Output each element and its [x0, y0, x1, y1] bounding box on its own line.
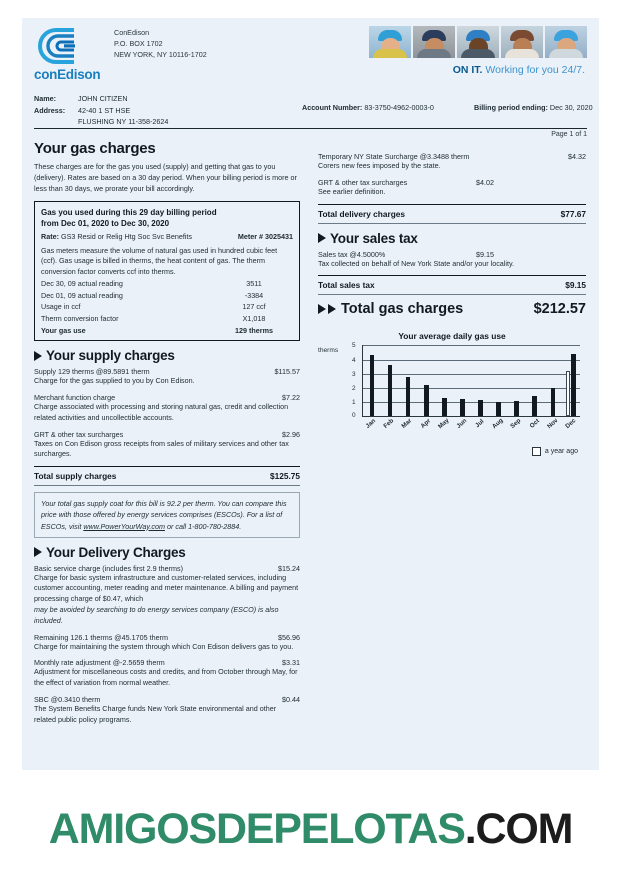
chart-x-tick: Oct [528, 417, 541, 431]
chart-x-tick: Mar [400, 417, 414, 431]
chart-legend [318, 447, 586, 456]
total-sales-tax-label: Total sales tax [318, 280, 375, 291]
total-supply-charges [34, 466, 300, 486]
address-line-1: 42-40 1 ST HSE [78, 105, 131, 115]
charge-amount: $0.44 [282, 695, 300, 705]
charge-line [34, 658, 300, 667]
meter-description: Gas meters measure the volume of natural gas used in hundred cubic feet (ccf). Gas usage is billed in therms, the heat content of gas. The therm conversion factor converts ccf into therms. [41, 245, 278, 277]
esco-note-text-2: or call 1-800-780-2884. [164, 521, 242, 531]
chart-x-tick: May [436, 417, 451, 431]
esco-note-text: Your total gas supply coat for this bill is 92.2 per therm. You can compare this price with those offered by energy services comprises (ESCOs). For a list of ESCOs, visit [41, 499, 287, 531]
charge-line [34, 367, 300, 376]
watermark-green: AMIGOSDEPELOTAS [48, 805, 465, 853]
reading-label: Dec 01, 09 actual reading [41, 290, 123, 300]
chart-y-axis-label: therms [318, 347, 339, 355]
reading-row [41, 313, 293, 325]
charge-label: Remaining 126.1 therms @45.1705 therm [34, 632, 168, 642]
chart-bar-cell [508, 345, 526, 416]
chart-x-tick: Nov [545, 417, 560, 431]
rate-text [41, 232, 192, 241]
reading-row-total [41, 325, 293, 337]
company-name: ConEdison [114, 28, 150, 37]
total-gas-charges-amount: $212.57 [533, 301, 586, 318]
chart-x-tick: Apr [418, 417, 432, 431]
charge-description-italic-text: may be avoided by searching to do energy services company (ESCO) is also included. [34, 605, 279, 625]
esco-note [34, 492, 300, 537]
charge-line [34, 633, 300, 642]
charge-description-italic [34, 605, 300, 627]
charge-item [34, 393, 300, 424]
chart-bar [388, 365, 393, 417]
chart-bar-cell [399, 345, 417, 416]
charge-description: Charge for maintaining the system through which Con Edison delivers gas to you. [34, 641, 294, 651]
charge-line [34, 564, 300, 573]
address-line-2: FLUSHING NY 11-358-2624 [78, 117, 169, 127]
charge-label: Merchant function charge [34, 393, 116, 402]
address-label: Address: [34, 105, 66, 115]
charge-item [34, 658, 300, 689]
meter-number: Meter # 3025431 [237, 231, 293, 241]
bill-columns [22, 138, 599, 732]
chart-y-tick: 5 [352, 342, 356, 350]
chart-y-tick: 1 [352, 399, 356, 407]
tagline [453, 64, 585, 76]
chart-bar [406, 377, 411, 417]
charge-amount: $9.15 [476, 249, 494, 259]
watermark-dark: .COM [464, 805, 573, 853]
reading-row [41, 301, 293, 313]
charge-description: Charge for basic system infrastructure and customer-related services, including customer accounting, meter reading and meter maintenance. A billing and payment processing charge of $0.47, which [34, 572, 299, 604]
total-sales-tax-amount: $9.15 [565, 280, 586, 291]
reading-label: Therm conversion factor [41, 313, 119, 323]
charge-amount: $2.96 [282, 429, 300, 439]
charge-label: Temporary NY State Surcharge @3.3488 therm [318, 152, 470, 161]
charge-description: See earlier definition. [318, 186, 386, 196]
chart-plot [352, 342, 580, 420]
total-delivery-label: Total delivery charges [318, 208, 405, 219]
worker-photo [457, 26, 499, 58]
charge-amount: $3.31 [282, 658, 300, 668]
charge-line [34, 393, 300, 402]
charge-label: GRT & other tax surcharges [34, 429, 124, 439]
chart-bar [571, 354, 576, 416]
conedison-logo [34, 26, 114, 82]
charge-item [34, 633, 300, 653]
right-column [310, 138, 586, 732]
chart-bar-previous-year [566, 371, 571, 416]
triangle-right-icon [318, 304, 326, 314]
total-sales-tax [318, 275, 586, 295]
billing-period-label: Billing period ending: [474, 103, 548, 112]
reading-value: 129 therms [235, 325, 273, 335]
charge-description: The System Benefits Charge funds New York State environmental and other related public policy programs. [34, 704, 277, 724]
watermark [0, 805, 621, 854]
esco-link[interactable]: www.PowerYourWay.com [83, 521, 165, 531]
worker-photo-strip [369, 26, 587, 58]
reading-value: 3511 [246, 278, 262, 288]
chart-x-tick: Jul [474, 418, 486, 430]
worker-photo [501, 26, 543, 58]
charge-item [34, 695, 300, 726]
chart-title: Your average daily gas use [398, 331, 506, 342]
charge-description: Charge for the gas supplied to you by Con Edison. [34, 376, 195, 386]
conedison-logo-icon [34, 26, 90, 66]
charge-description: Adjustment for miscellaneous costs and credits, and from October through May, for the effect of variation from normal weather. [34, 667, 298, 688]
charge-line [34, 695, 300, 704]
charge-description: Tax collected on behalf of New York State and/or your locality. [318, 258, 515, 268]
chart-bar-cell [381, 345, 399, 416]
bill-header [22, 18, 599, 90]
usage-period-line-2: from Dec 01, 2020 to Dec 30, 2020 [41, 219, 170, 229]
triangle-right-icon [34, 547, 42, 557]
customer-info [22, 90, 599, 128]
charge-line [318, 178, 586, 187]
worker-photo [369, 26, 411, 58]
charge-amount: $56.96 [278, 632, 300, 642]
chart-bar-cell [490, 345, 508, 416]
total-supply-label: Total supply charges [34, 471, 117, 482]
page-number: Page 1 of 1 [551, 131, 587, 138]
rate-label: Rate: [41, 231, 59, 241]
charge-label: Basic service charge (includes first 2.9 therms) [34, 563, 183, 573]
chart-x-tick: Jan [364, 417, 378, 431]
reading-value: X1,018 [242, 313, 266, 323]
charge-amount: $4.32 [568, 152, 586, 161]
charge-item [34, 564, 300, 627]
chart-bar-cell [453, 345, 471, 416]
sales-tax-heading [318, 231, 586, 246]
charge-label: Supply 129 therms @89.5891 therm [34, 367, 150, 377]
charge-description: Charge associated with processing and storing natural gas, credit and collection related activities and uncollectible accounts. [34, 402, 289, 422]
customer-address-row-2 [34, 116, 587, 128]
chart-y-tick: 0 [352, 412, 356, 420]
tagline-rest: Working for you 24/7. [482, 64, 585, 76]
company-pobox: P.O. BOX 1702 [114, 39, 163, 49]
name-value: JOHN CITIZEN [78, 94, 128, 103]
chart-x-tick: Aug [491, 417, 505, 431]
usage-period-line-1: Gas you used during this 29 day billing period [41, 207, 217, 217]
charge-line [34, 430, 300, 439]
bill-page [22, 18, 599, 770]
charge-label: GRT & other tax surcharges [318, 177, 408, 187]
reading-label: Usage in ccf [41, 302, 81, 312]
account-number-label: Account Number: [302, 103, 363, 112]
chart-bar-cell [363, 345, 381, 416]
chart-plot-area [318, 342, 580, 431]
chart-bar-cell-dec [562, 345, 580, 416]
total-delivery-charges [318, 204, 586, 224]
triangle-right-icon [34, 351, 42, 361]
company-city: NEW YORK, NY 10116-1702 [114, 50, 207, 60]
tagline-bold: ON IT. [452, 64, 483, 76]
chart-x-tick: Jun [455, 417, 469, 431]
account-number [302, 103, 434, 112]
sales-tax-title: Your sales tax [330, 230, 418, 246]
charge-item [34, 430, 300, 461]
worker-photo [545, 26, 587, 58]
reading-label: Your gas use [41, 325, 86, 335]
reading-value: 127 ccf [242, 302, 266, 312]
left-column [34, 138, 310, 732]
chart-bar-cell [544, 345, 562, 416]
supply-charges-title: Your supply charges [46, 348, 175, 364]
triangle-right-icon [328, 304, 336, 314]
total-gas-charges-label: Total gas charges [341, 301, 464, 318]
charge-label: SBC @0.3410 therm [34, 695, 101, 705]
page-title: Your gas charges [34, 140, 156, 157]
triangle-right-icon [318, 233, 326, 243]
chart-x-tick: Sep [509, 417, 523, 431]
reading-row [41, 290, 293, 302]
rate-row [41, 232, 293, 241]
billing-period [474, 103, 593, 112]
conedison-wordmark: conEdison [34, 67, 101, 82]
reading-row [41, 278, 293, 290]
charge-label: Sales tax @4.5000% [318, 249, 386, 259]
gas-use-chart [318, 331, 586, 456]
rate-value: GS3 Resid or Relig Htg Soc Svc Benefits [58, 231, 193, 241]
charge-item [34, 367, 300, 387]
gas-usage-box [34, 201, 300, 341]
supply-charges-heading [34, 348, 300, 363]
chart-x-tick: Feb [382, 417, 396, 431]
total-gas-charges-left [318, 301, 463, 317]
delivery-charges-title: Your Delivery Charges [46, 544, 186, 560]
chart-bar-cell [435, 345, 453, 416]
chart-bars [363, 345, 580, 416]
total-gas-charges [318, 301, 586, 317]
name-label: Name: [34, 94, 56, 103]
charge-description: Taxes on Con Edison gross receipts from sales of military services and other tax surcharges. [34, 438, 289, 459]
account-number-value: 83-3750-4962-0003-0 [364, 103, 434, 112]
worker-photo [413, 26, 455, 58]
charge-amount: $15.24 [278, 563, 300, 573]
charge-item [318, 152, 586, 172]
company-address [114, 27, 207, 60]
charge-label: Monthly rate adjustment @-2.5659 therm [34, 658, 165, 668]
legend-label: a year ago [544, 448, 578, 456]
total-supply-amount: $125.75 [270, 471, 300, 482]
charge-line [318, 250, 586, 259]
charge-line [318, 152, 586, 161]
chart-x-labels [362, 417, 580, 431]
chart-bar-cell [417, 345, 435, 416]
charge-item [318, 178, 586, 198]
chart-bar-cell [526, 345, 544, 416]
chart-y-tick: 2 [352, 384, 356, 392]
chart-bar-cell [471, 345, 489, 416]
reading-label: Dec 30, 09 actual reading [41, 278, 123, 288]
chart-bar [370, 355, 375, 416]
gas-charges-intro: These charges are for the gas you used (supply) and getting that gas to you (delivery). Rates are based on a 30 day period. When your billing period is more or less than 30 days, we prorate your bill accordingly. [34, 162, 297, 193]
charge-amount: $115.57 [274, 367, 300, 377]
charge-item [318, 250, 586, 270]
chart-y-tick: 3 [352, 370, 356, 378]
charge-description: Corers new fees imposed by the state. [318, 161, 441, 170]
legend-swatch-icon [532, 447, 541, 456]
chart-x-tick: Dec [564, 417, 578, 431]
chart-y-tick: 4 [352, 356, 356, 364]
reading-value: -3384 [244, 290, 264, 300]
delivery-charges-heading [34, 545, 300, 560]
total-delivery-amount: $77.67 [560, 208, 586, 219]
charge-amount: $4.02 [476, 177, 494, 187]
charge-amount: $7.22 [282, 393, 300, 402]
billing-period-value: Dec 30, 2020 [549, 103, 593, 112]
